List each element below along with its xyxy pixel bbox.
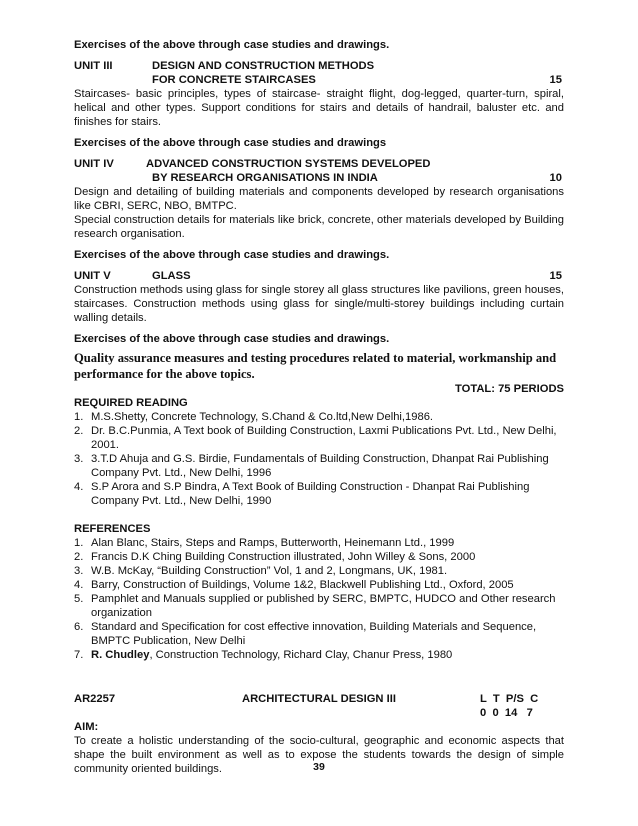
required-reading-section	[74, 396, 564, 508]
unit-body: Staircases- basic principles, types of staircase- straight flight, dog-legged, quarter-turn, spiral, helical and other types. Support conditions for stairs and details of handrail, baluster etc. and finishes for stairs.	[74, 88, 564, 128]
item-number: 5.	[74, 593, 84, 605]
unit-body: Construction methods using glass for single storey all glass structures like pavilions, green houses, staircases. Construction methods using glass for single/multi-storey buildings including curtain walling details.	[74, 284, 564, 324]
item-number: 2.	[74, 551, 84, 563]
unit-number: UNIT V	[74, 270, 111, 282]
course-credits-row	[74, 706, 564, 720]
list-item	[74, 550, 564, 564]
item-text: M.S.Shetty, Concrete Technology, S.Chand & Co.ltd,New Delhi,1986.	[91, 411, 434, 423]
list-item	[74, 536, 564, 550]
list-item	[74, 620, 564, 648]
item-number: 4.	[74, 481, 84, 493]
item-text: Alan Blanc, Stairs, Steps and Ramps, Butterworth, Heinemann Ltd., 1999	[91, 537, 455, 549]
list-item	[74, 648, 564, 662]
list-item	[74, 480, 564, 508]
course-header	[74, 692, 564, 706]
course-title: ARCHITECTURAL DESIGN III	[242, 693, 396, 705]
item-text: Standard and Specification for cost effective innovation, Building Materials and Sequence, BMPTC Publication, New Delhi	[91, 621, 537, 647]
list-item	[74, 452, 564, 480]
exercise-note: Exercises of the above through case studies and drawings.	[74, 333, 390, 345]
item-text: Dr. B.C.Punmia, A Text book of Building Construction, Laxmi Publications Pvt. Ltd., New Delhi, 2001.	[91, 425, 557, 451]
item-number: 6.	[74, 621, 84, 633]
course-code: AR2257	[74, 693, 116, 705]
item-text: W.B. McKay, “Building Construction” Vol, 1 and 2, Longmans, UK, 1981.	[91, 565, 448, 577]
required-reading-list	[74, 410, 564, 508]
list-item	[74, 424, 564, 452]
quality-note: Quality assurance measures and testing procedures related to material, workmanship and performance for the above topics.	[74, 351, 557, 381]
unit-hours: 10	[549, 172, 562, 184]
unit-title: BY RESEARCH ORGANISATIONS IN INDIA	[152, 172, 378, 184]
item-number: 7.	[74, 649, 84, 661]
item-text: , Construction Technology, Richard Clay, Chanur Press, 1980	[149, 649, 453, 661]
unit-hours: 15	[549, 270, 562, 282]
exercise-note: Exercises of the above through case studies and drawings	[74, 137, 387, 149]
item-number: 1.	[74, 411, 84, 423]
exercise-note: Exercises of the above through case studies and drawings.	[74, 249, 390, 261]
aim-heading: AIM:	[74, 721, 99, 733]
exercise-note: Exercises of the above through case studies and drawings.	[74, 39, 390, 51]
item-text: Barry, Construction of Buildings, Volume 1&2, Blackwell Publishing Ltd., Oxford, 2005	[91, 579, 514, 591]
item-number: 3.	[74, 565, 84, 577]
list-item	[74, 578, 564, 592]
unit-body: Special construction details for materials like brick, concrete, other materials developed by Building research organisation.	[74, 214, 564, 240]
item-number: 3.	[74, 453, 84, 465]
unit-3-header-line2	[74, 73, 564, 87]
item-text: Francis D.K Ching Building Construction illustrated, John Willey & Sons, 2000	[91, 551, 476, 563]
total-periods: TOTAL: 75 PERIODS	[455, 383, 564, 395]
unit-number: UNIT III	[74, 60, 113, 72]
unit-3-header	[74, 59, 564, 73]
item-text: Pamphlet and Manuals supplied or published by SERC, BMPTC, HUDCO and Other research organization	[91, 593, 556, 619]
item-author: R. Chudley	[91, 649, 150, 661]
ltpc-values: 0 0 14 7	[480, 707, 533, 719]
unit-4-header	[74, 157, 564, 171]
unit-title: FOR CONCRETE STAIRCASES	[152, 74, 316, 86]
unit-title: DESIGN AND CONSTRUCTION METHODS	[152, 60, 375, 72]
aim-text: To create a holistic understanding of the socio-cultural, geographic and economic aspects that shape the built environment as well as to expose the students towards the design of simple community oriented buildings.	[74, 735, 564, 775]
unit-5-header	[74, 269, 564, 283]
unit-3-section	[74, 59, 564, 150]
unit-hours: 15	[549, 74, 562, 86]
unit-title: ADVANCED CONSTRUCTION SYSTEMS DEVELOPED	[146, 158, 431, 170]
list-item	[74, 410, 564, 424]
document-page	[74, 34, 564, 776]
item-number: 1.	[74, 537, 84, 549]
unit-4-section	[74, 157, 564, 262]
list-item	[74, 592, 564, 620]
ltpc-header: L T P/S C	[480, 693, 539, 705]
references-section	[74, 522, 564, 662]
references-heading: REFERENCES	[74, 523, 151, 535]
unit-body: Design and detailing of building materials and components developed by research organisations like CBRI, SERC, NBO, BMTPC.	[74, 186, 564, 212]
references-list	[74, 536, 564, 662]
unit-4-header-line2	[74, 171, 564, 185]
item-number: 4.	[74, 579, 84, 591]
unit-5-section	[74, 269, 564, 346]
page-number: 39	[313, 761, 325, 773]
item-text: 3.T.D Ahuja and G.S. Birdie, Fundamentals of Building Construction, Dhanpat Rai Publishing Company Pvt. Ltd., New Delhi, 1996	[91, 453, 549, 479]
unit-number: UNIT IV	[74, 158, 114, 170]
unit-title: GLASS	[152, 270, 191, 282]
item-text: S.P Arora and S.P Bindra, A Text Book of Building Construction - Dhanpat Rai Publishing Company Pvt. Ltd., New Delhi, 1990	[91, 481, 530, 507]
list-item	[74, 564, 564, 578]
item-number: 2.	[74, 425, 84, 437]
required-reading-heading: REQUIRED READING	[74, 397, 188, 409]
